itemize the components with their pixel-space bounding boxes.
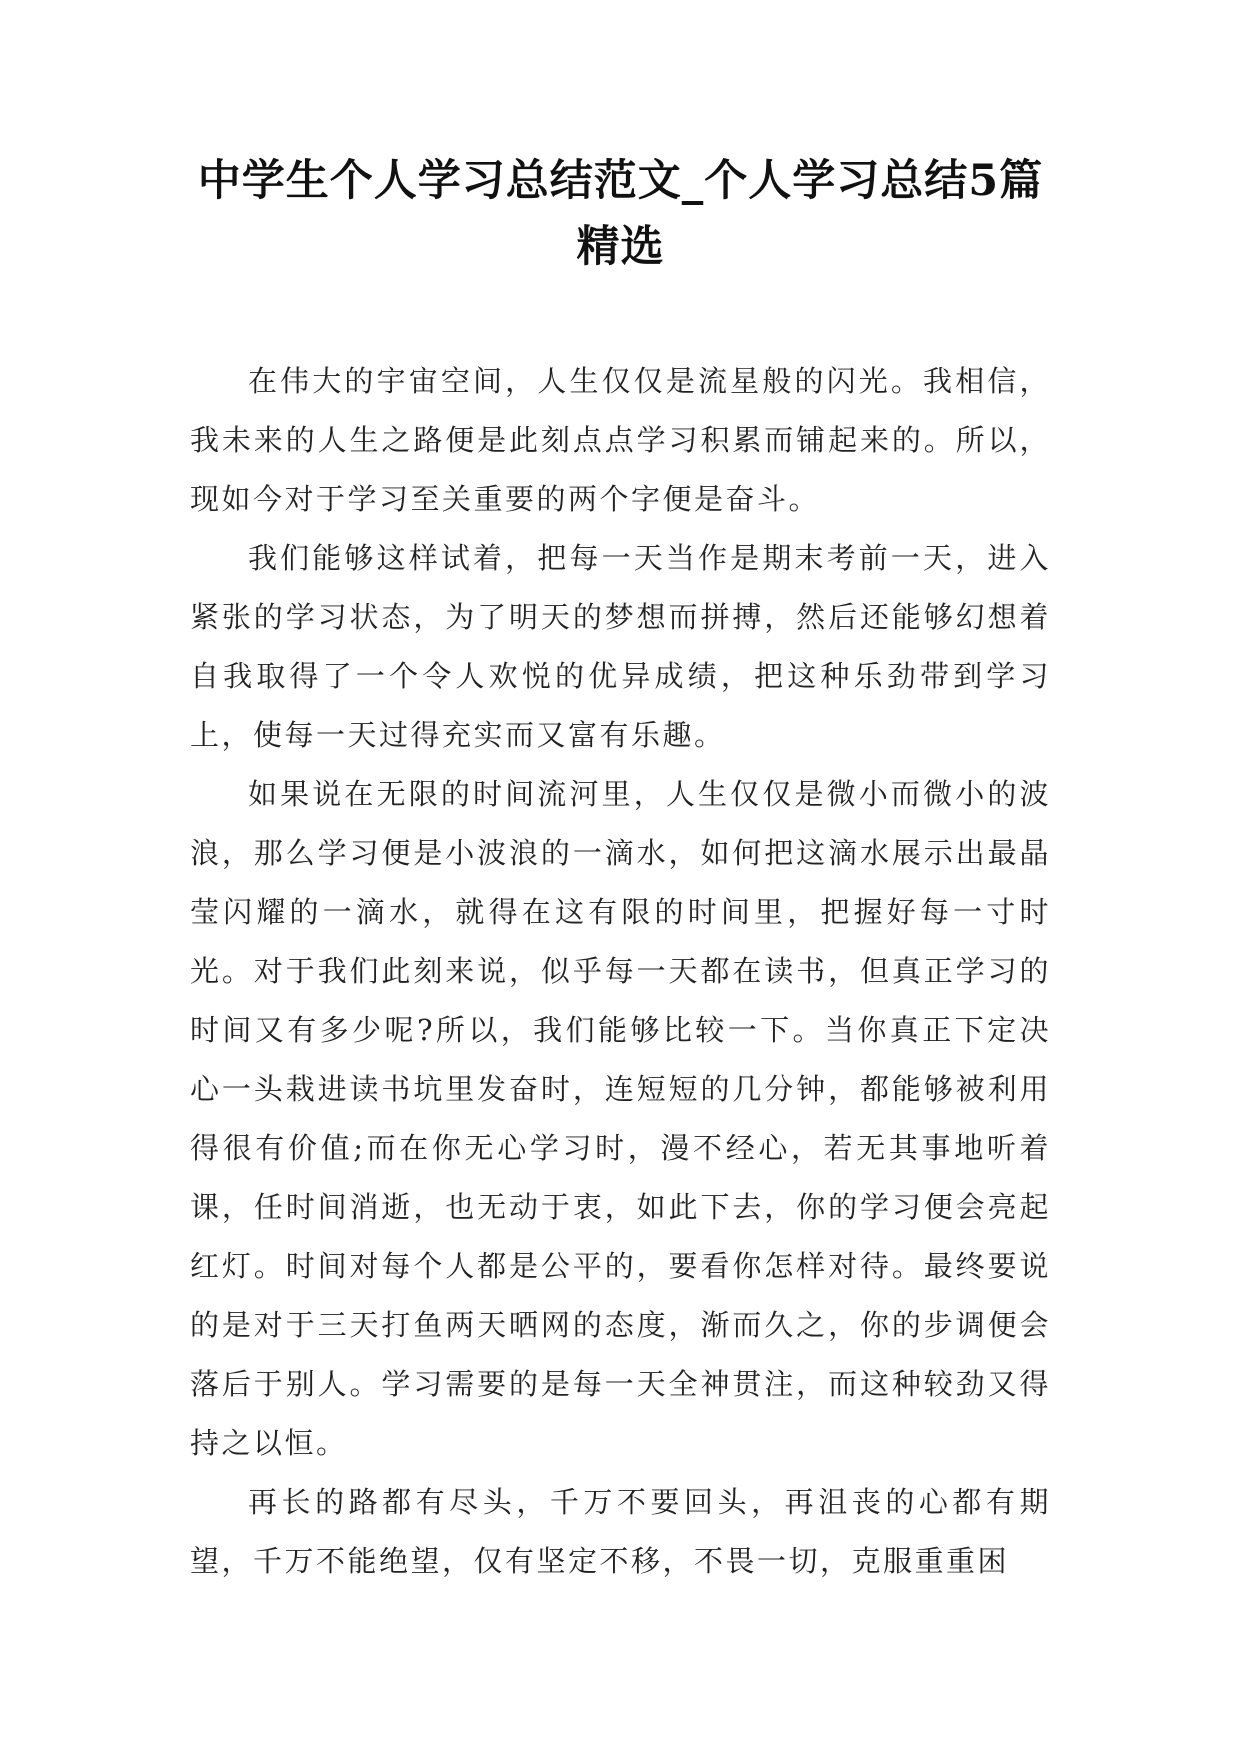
paragraph-3: 如果说在无限的时间流河里，人生仅仅是微小而微小的波浪，那么学习便是小波浪的一滴水，如何把这滴水展示出最晶莹闪耀的一滴水，就得在这有限的时间里，把握好每一寸时光。对于我们此刻来说，似乎每一天都在读书，但真正学习的时间又有多少呢?所以，我们能够比较一下。当你真正下定决心一头栽进读书坑里发奋时，连短短的几分钟，都能够被利用得很有价值;而在你无心学习时，漫不经心，若无其事地听着课，任时间消逝，也无动于衷，如此下去，你的学习便会亮起红灯。时间对每个人都是公平的，要看你怎样对待。最终要说的是对于三天打鱼两天晒网的态度，渐而久之，你的步调便会落后于别人。学习需要的是每一天全神贯注，而这种较劲又得持之以恒。: [190, 777, 1051, 1460]
document-body: [190, 352, 1051, 1591]
document-title: 中学生个人学习总结范文_个人学习总结5篇精选: [197, 156, 1044, 272]
paragraph-4: 再长的路都有尽头，千万不要回头，再沮丧的心都有期望，千万不能绝望，仅有坚定不移，不畏一切，克服重重困: [190, 1485, 1051, 1578]
paragraph-1: 在伟大的宇宙空间，人生仅仅是流星般的闪光。我相信，我未来的人生之路便是此刻点点学习积累而铺起来的。所以，现如今对于学习至关重要的两个字便是奋斗。: [190, 364, 1051, 516]
paragraph-2: 我们能够这样试着，把每一天当作是期末考前一天，进入紧张的学习状态，为了明天的梦想而拼搏，然后还能够幻想着自我取得了一个令人欢悦的优异成绩，把这种乐劲带到学习上，使每一天过得充实而又富有乐趣。: [190, 541, 1051, 752]
